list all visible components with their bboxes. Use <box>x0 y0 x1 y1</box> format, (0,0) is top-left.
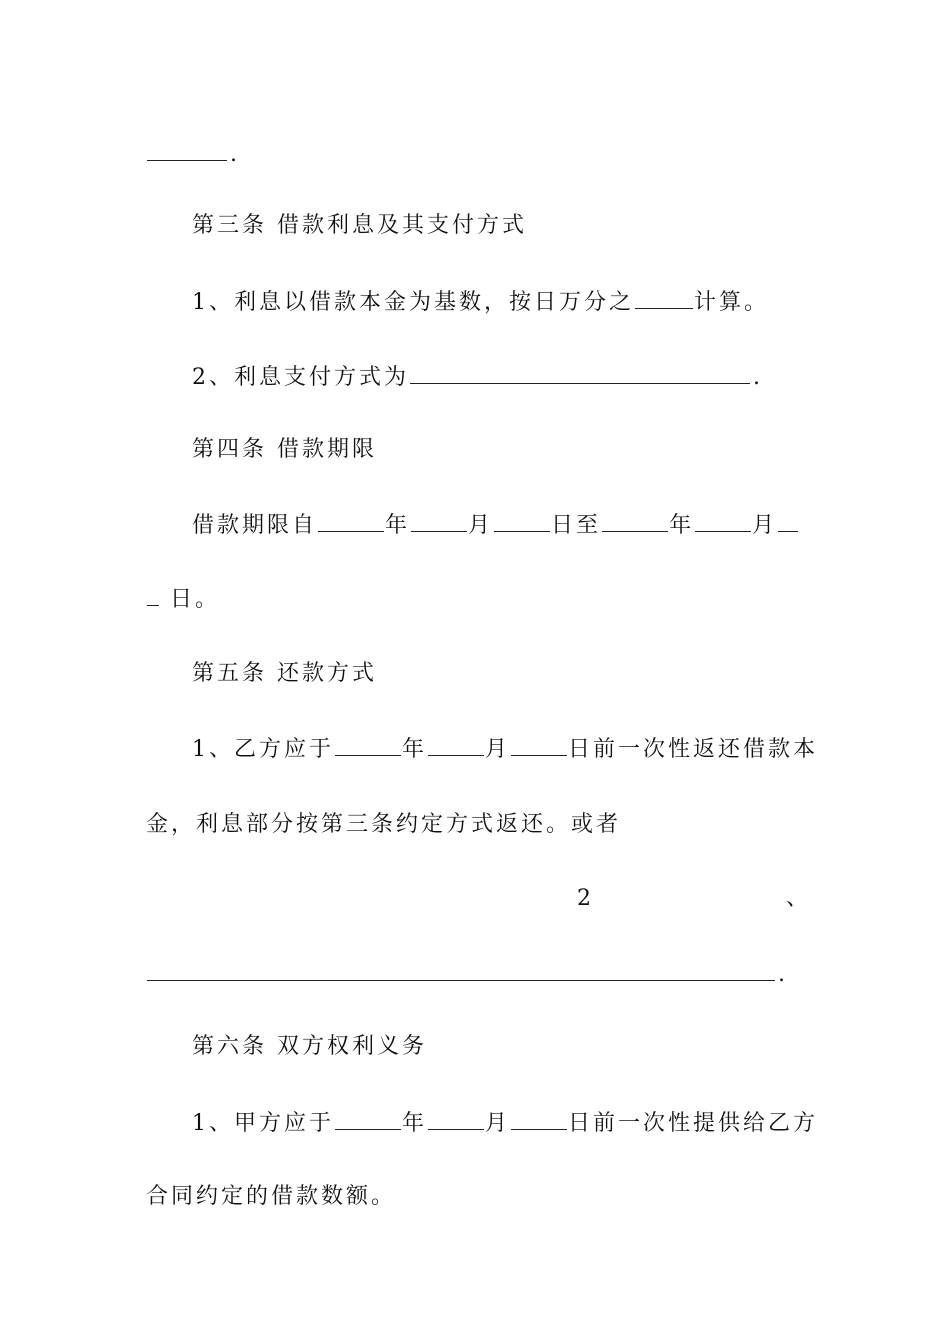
period: . <box>778 962 788 987</box>
year-label: 年 <box>402 1111 428 1136</box>
loan-term-line <box>192 509 799 541</box>
clause-number: 2 <box>577 886 594 911</box>
month-label: 月 <box>468 513 494 538</box>
clause-3-2 <box>192 361 763 393</box>
year-label: 年 <box>669 513 695 538</box>
fill-blank[interactable] <box>695 509 751 532</box>
clause-text: 1、乙方应于 <box>192 737 334 762</box>
clause-6-1-cont: 合同约定的借款数额。 <box>146 1184 397 1209</box>
clause-5-1 <box>192 733 818 765</box>
fill-blank[interactable] <box>147 138 227 161</box>
clause-text: 1、甲方应于 <box>192 1111 334 1136</box>
day-label: 日。 <box>170 587 221 612</box>
year-label: 年 <box>402 737 428 762</box>
article-4-heading: 第四条 借款期限 <box>192 437 377 462</box>
fill-blank[interactable] <box>147 583 159 606</box>
day-label: 日至 <box>551 513 602 538</box>
clause-text: 2、利息支付方式为 <box>192 365 409 390</box>
fill-blank[interactable] <box>410 361 750 384</box>
period: . <box>230 142 240 167</box>
article-6-heading: 第六条 双方权利义务 <box>192 1034 427 1059</box>
fill-blank[interactable] <box>511 733 567 756</box>
month-label: 月 <box>485 737 511 762</box>
clause-5-1-cont: 金，利息部分按第三条约定方式返还。或者 <box>146 812 622 837</box>
fill-blank[interactable] <box>778 509 798 532</box>
year-label: 年 <box>385 513 411 538</box>
month-label: 月 <box>752 513 778 538</box>
clause-text: 1、利息以借款本金为基数，按日万分之 <box>192 290 634 315</box>
clause-3-1 <box>192 286 769 318</box>
fill-blank[interactable] <box>511 1107 567 1130</box>
fill-blank[interactable] <box>411 509 467 532</box>
clause-5-2-blank <box>146 958 788 990</box>
clause-text: 借款期限自 <box>192 513 318 538</box>
fill-blank[interactable] <box>494 509 550 532</box>
clause-text: 计算。 <box>694 290 770 315</box>
fill-blank[interactable] <box>428 1107 484 1130</box>
fill-blank[interactable] <box>335 1107 401 1130</box>
blank-line-end <box>146 138 240 170</box>
fill-blank[interactable] <box>602 509 668 532</box>
article-5-heading: 第五条 还款方式 <box>192 661 377 686</box>
fill-blank[interactable] <box>147 958 775 981</box>
fill-blank[interactable] <box>335 733 401 756</box>
loan-term-line-cont <box>146 583 220 615</box>
fill-blank[interactable] <box>318 509 384 532</box>
month-label: 月 <box>485 1111 511 1136</box>
fill-blank[interactable] <box>635 286 693 309</box>
period: . <box>753 365 763 390</box>
article-3-heading: 第三条 借款利息及其支付方式 <box>192 213 527 238</box>
enumeration-mark: 、 <box>786 886 812 911</box>
clause-text: 日前一次性返还借款本 <box>568 737 819 762</box>
fill-blank[interactable] <box>428 733 484 756</box>
clause-6-1 <box>192 1107 818 1139</box>
clause-text: 日前一次性提供给乙方 <box>568 1111 819 1136</box>
